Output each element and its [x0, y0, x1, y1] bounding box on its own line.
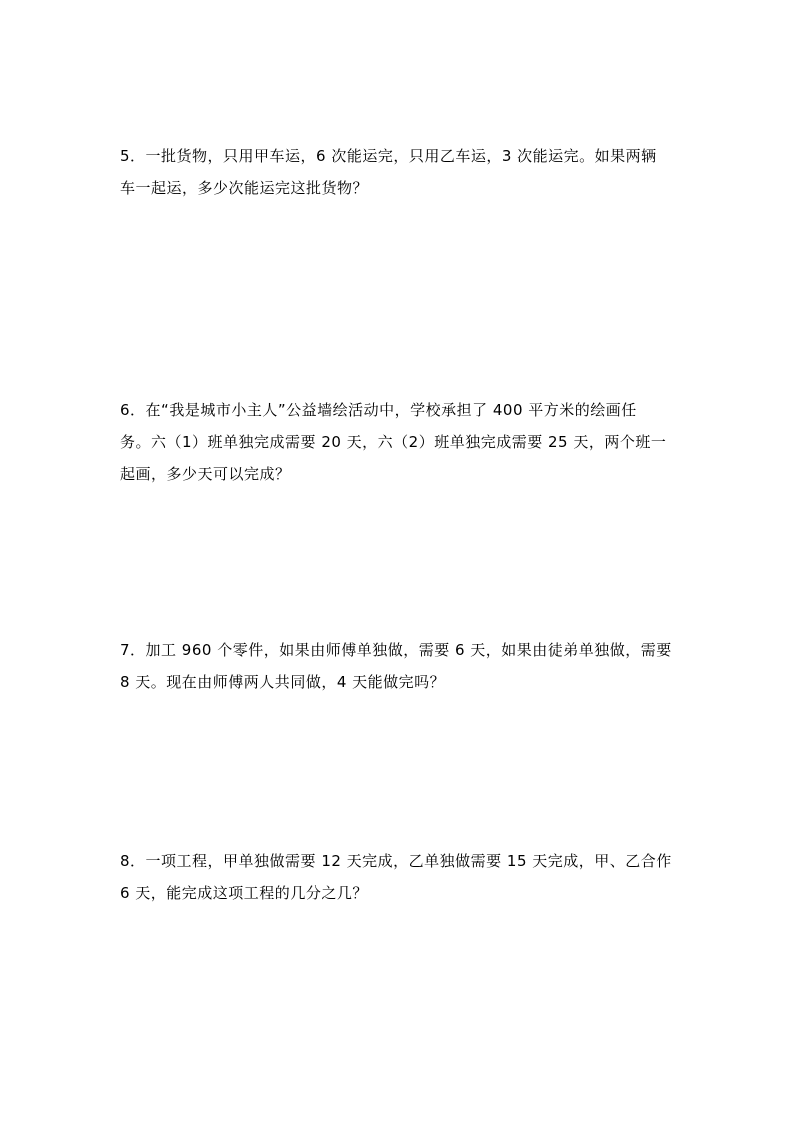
question-6-line-1: 6．在“我是城市小主人”公益墙绘活动中，学校承担了 400 平方米的绘画任 — [120, 401, 637, 419]
question-6-line-3: 起画，多少天可以完成？ — [120, 465, 291, 483]
question-7-line-1: 7．加工 960 个零件，如果由师傅单独做，需要 6 天，如果由徒弟单独做，需要 — [120, 641, 672, 659]
question-8-line-1: 8．一项工程，甲单独做需要 12 天完成，乙单独做需要 15 天完成，甲、乙合作 — [120, 852, 672, 870]
question-5 — [120, 140, 680, 204]
question-5-line-2: 车一起运，多少次能运完这批货物？ — [120, 179, 369, 197]
question-7-line-2: 8 天。现在由师傅两人共同做，4 天能做完吗？ — [120, 673, 446, 691]
question-6 — [120, 394, 680, 490]
question-7 — [120, 634, 680, 698]
question-8-line-2: 6 天，能完成这项工程的几分之几？ — [120, 884, 368, 902]
question-5-line-1: 5．一批货物，只用甲车运，6 次能运完，只用乙车运，3 次能运完。如果两辆 — [120, 147, 657, 165]
question-6-line-2: 务。六（1）班单独完成需要 20 天，六（2）班单独完成需要 25 天，两个班一 — [120, 433, 667, 451]
question-8 — [120, 845, 680, 909]
